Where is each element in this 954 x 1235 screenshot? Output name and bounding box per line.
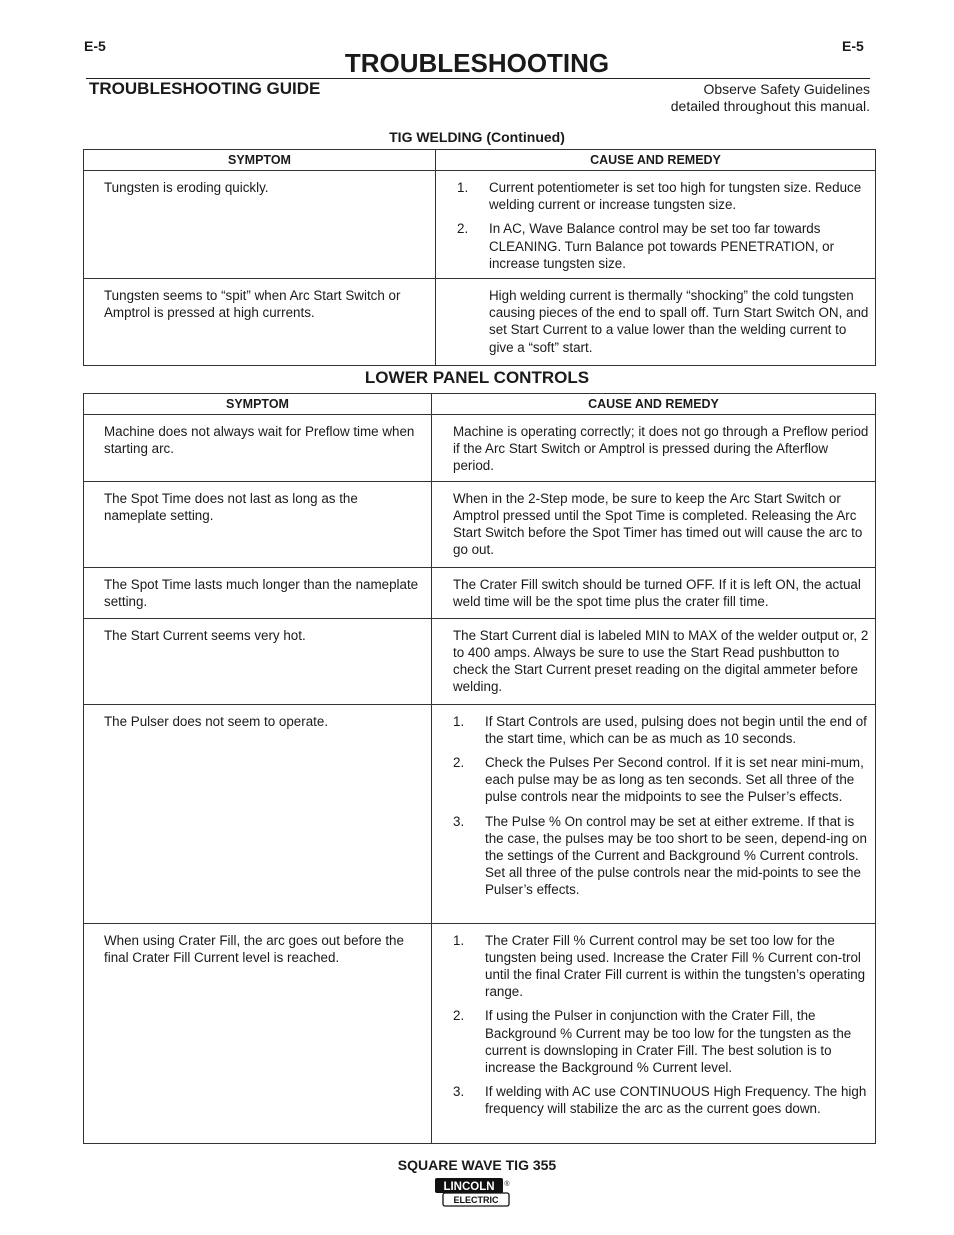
remedy-item: 3. If welding with AC use CONTINUOUS High Frequency. The high frequency will stabilize the arc as the current goes down. bbox=[453, 1084, 867, 1117]
lower-panel-section-title: LOWER PANEL CONTROLS bbox=[364, 368, 590, 387]
cause-cell: When in the 2-Step mode, be sure to keep the Arc Start Switch or Amptrol pressed until the Spot Time is completed. Releasing the Arc Start Switch before the Spot Timer has timed out will cause the arc to go out. bbox=[432, 481, 876, 567]
table-header-row bbox=[84, 150, 876, 171]
cause-cell: The Crater Fill switch should be turned OFF. If it is left ON, the actual weld time will be the spot time plus the crater fill time. bbox=[432, 567, 876, 618]
cause-cell bbox=[436, 171, 876, 279]
table-row bbox=[84, 481, 876, 567]
table-row bbox=[84, 923, 876, 1143]
cause-cell bbox=[432, 923, 876, 1143]
symptom-header: SYMPTOM bbox=[84, 394, 432, 415]
table-row bbox=[84, 618, 876, 704]
remedy-list bbox=[457, 179, 869, 272]
safety-note bbox=[560, 81, 870, 115]
remedy-item: 2. Check the Pulses Per Second control. If it is set near mini-mum, each pulse may be as long as ten seconds. Set all three of the pulse controls near the midpoints to see the Pulser’s effects. bbox=[453, 755, 864, 805]
symptom-cell: The Start Current seems very hot. bbox=[84, 618, 432, 704]
cause-header: CAUSE AND REMEDY bbox=[436, 150, 876, 171]
table-row bbox=[84, 171, 876, 279]
guide-title: TROUBLESHOOTING GUIDE bbox=[89, 79, 321, 98]
remedy-item: 2. If using the Pulser in conjunction with the Crater Fill, the Background % Current may be too low for the tungsten as the current is downsloping in Crater Fill. The best solution is to increase the Background % Current level. bbox=[453, 1008, 852, 1076]
remedy-list bbox=[453, 932, 869, 1118]
page-number-right: E-5 bbox=[842, 38, 864, 54]
cause-header: CAUSE AND REMEDY bbox=[432, 394, 876, 415]
lower-panel-table bbox=[83, 393, 876, 1144]
symptom-cell: The Spot Time does not last as long as the nameplate setting. bbox=[84, 481, 432, 567]
svg-text:LINCOLN: LINCOLN bbox=[443, 1181, 495, 1193]
symptom-cell: The Pulser does not seem to operate. bbox=[84, 704, 432, 923]
page-title: TROUBLESHOOTING bbox=[344, 48, 610, 78]
symptom-cell: When using Crater Fill, the arc goes out before the final Crater Fill Current level is reached. bbox=[84, 923, 432, 1143]
symptom-cell: Tungsten is eroding quickly. bbox=[84, 171, 436, 279]
symptom-header: SYMPTOM bbox=[84, 150, 436, 171]
symptom-cell: Machine does not always wait for Preflow time when starting arc. bbox=[84, 415, 432, 482]
table-row bbox=[84, 567, 876, 618]
cause-cell bbox=[432, 704, 876, 923]
svg-text:ELECTRIC: ELECTRIC bbox=[453, 1195, 499, 1205]
cause-cell: Machine is operating correctly; it does not go through a Preflow period if the Arc Start Switch or Amptrol is pressed during the Afterflow period. bbox=[432, 415, 876, 482]
symptom-cell: Tungsten seems to “spit” when Arc Start Switch or Amptrol is pressed at high currents. bbox=[84, 279, 436, 366]
remedy-list bbox=[453, 713, 869, 899]
remedy-item: 1. Current potentiometer is set too high for tungsten size. Reduce welding current or increase tungsten size. bbox=[457, 180, 862, 213]
symptom-cell: The Spot Time lasts much longer than the nameplate setting. bbox=[84, 567, 432, 618]
safety-note-line2: detailed throughout this manual. bbox=[670, 98, 870, 114]
table-row bbox=[84, 704, 876, 923]
lincoln-electric-logo bbox=[434, 1177, 512, 1208]
remedy-item: 1. If Start Controls are used, pulsing does not begin until the end of the start time, which can be as much as 10 seconds. bbox=[453, 713, 867, 746]
remedy-item: 2. In AC, Wave Balance control may be set too far towards CLEANING. Turn Balance pot towards PENETRATION, or increase tungsten size. bbox=[457, 221, 835, 271]
cause-cell: The Start Current dial is labeled MIN to MAX of the welder output or, 2 to 400 amps. Always be sure to use the Start Read pushbutton to check the Start Current preset reading on the digital ammeter before welding. bbox=[432, 618, 876, 704]
table-row bbox=[84, 279, 876, 366]
tig-table bbox=[83, 149, 876, 366]
page-number-left: E-5 bbox=[84, 38, 106, 54]
table-row bbox=[84, 415, 876, 482]
footer-model-name: SQUARE WAVE TIG 355 bbox=[397, 1157, 557, 1173]
tig-section-title: TIG WELDING (Continued) bbox=[389, 129, 565, 145]
safety-note-line1: Observe Safety Guidelines bbox=[703, 81, 870, 97]
remedy-item: 3. The Pulse % On control may be set at either extreme. If that is the case, the pulses may be too short to be seen, depend-ing on the settings of the Current and Background % Current controls. Set all three of the pulse controls near the mid-points to see the Pulser’s effects. bbox=[453, 813, 867, 898]
svg-text:®: ® bbox=[504, 1181, 510, 1188]
remedy-item: 1. The Crater Fill % Current control may be set too low for the tungsten being used. Increase the Crater Fill % Current con-trol until the final Crater Fill current is within the tungsten’s operating range. bbox=[453, 932, 866, 1000]
table-header-row bbox=[84, 394, 876, 415]
cause-cell: High welding current is thermally “shocking” the cold tungsten causing pieces of the end to spall off. Turn Start Switch ON, and set Start Current to a value lower than the welding current to give a “soft” start. bbox=[436, 279, 876, 366]
